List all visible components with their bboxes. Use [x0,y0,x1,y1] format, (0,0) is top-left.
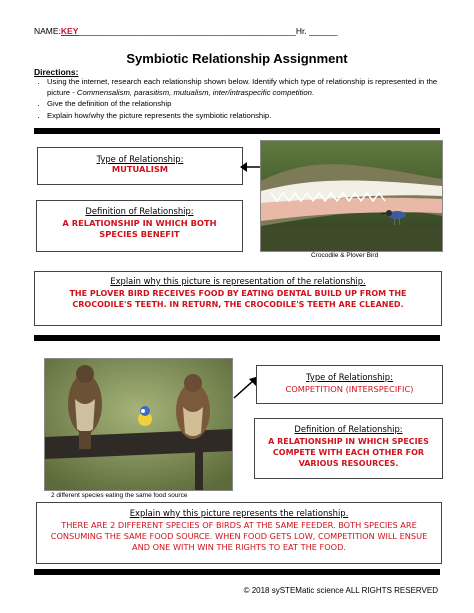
definition-label: Definition of Relationship: [85,206,194,216]
birds-feeder-photo [44,358,233,491]
direction-item: • Explain how/why the picture represents the symbiotic relationship. [47,111,447,122]
direction-item: • Give the definition of the relationship [47,99,447,110]
divider-rule [34,569,440,575]
definition-label: Definition of Relationship: [294,424,403,434]
explain-box-2 [36,502,442,564]
photo-caption-2: 2 different species eating the same food source [51,492,188,499]
direction-item: • Using the internet, research each relationship shown below. Identify which type of relationship is represented in the picture - Commensalism, parasitism, mutualism, inter/intraspecific competition. [47,77,447,98]
definition-box-2 [254,418,443,479]
name-line [34,26,444,36]
arrow-icon [240,160,264,174]
photo-caption-1: Crocodile & Plover Bird [311,252,379,259]
explain-answer: THERE ARE 2 DIFFERENT SPECIES OF BIRDS AT THE SAME FEEDER. BOTH SPECIES ARE CONSUMING THE SAME FOOD SOURCE. WHEN FOOD GETS LOW, COMPETITION WILL ENSUE AND ONE WITH WIN THE RIGHTS TO EAT THE FOOD. [50,520,428,552]
name-label: NAME: [34,26,61,36]
name-value: KEY [60,26,79,36]
type-label: Type of Relationship: [96,154,184,164]
directions-list [34,77,447,122]
directions-heading: Directions: [34,67,79,77]
copyright-footer: © 2018 sySTEMatic science ALL RIGHTS RESERVED [243,586,438,595]
crocodile-plover-photo [260,140,443,252]
type-answer: MUTUALISM [111,164,169,174]
name-blank: ______________________________________________ [78,26,296,36]
hour-label: Hr. ______ [295,26,338,36]
explain-label: Explain why this picture is representation of the relationship. [110,276,366,286]
type-box-2 [256,365,443,404]
type-answer: COMPETITION (INTERSPECIFIC) [285,384,414,394]
type-label: Type of Relationship: [306,372,393,382]
page-title: Symbiotic Relationship Assignment [126,51,348,66]
explain-label: Explain why this picture represents the relationship. [129,508,349,518]
type-box-1 [37,147,243,185]
definition-answer: A RELATIONSHIP IN WHICH SPECIES COMPETE WITH EACH OTHER FOR VARIOUS RESOURCES. [268,437,429,468]
definition-answer: A RELATIONSHIP IN WHICH BOTH SPECIES BENEFIT [62,218,217,239]
definition-box-1 [36,200,243,252]
explain-box-1 [34,271,442,326]
divider-rule [34,335,440,341]
explain-answer: THE PLOVER BIRD RECEIVES FOOD BY EATING DENTAL BUILD UP FROM THE CROCODILE'S TEETH. IN RETURN, THE CROCODILE'S TEETH ARE CLEANED. [69,289,407,309]
divider-rule [34,128,440,134]
